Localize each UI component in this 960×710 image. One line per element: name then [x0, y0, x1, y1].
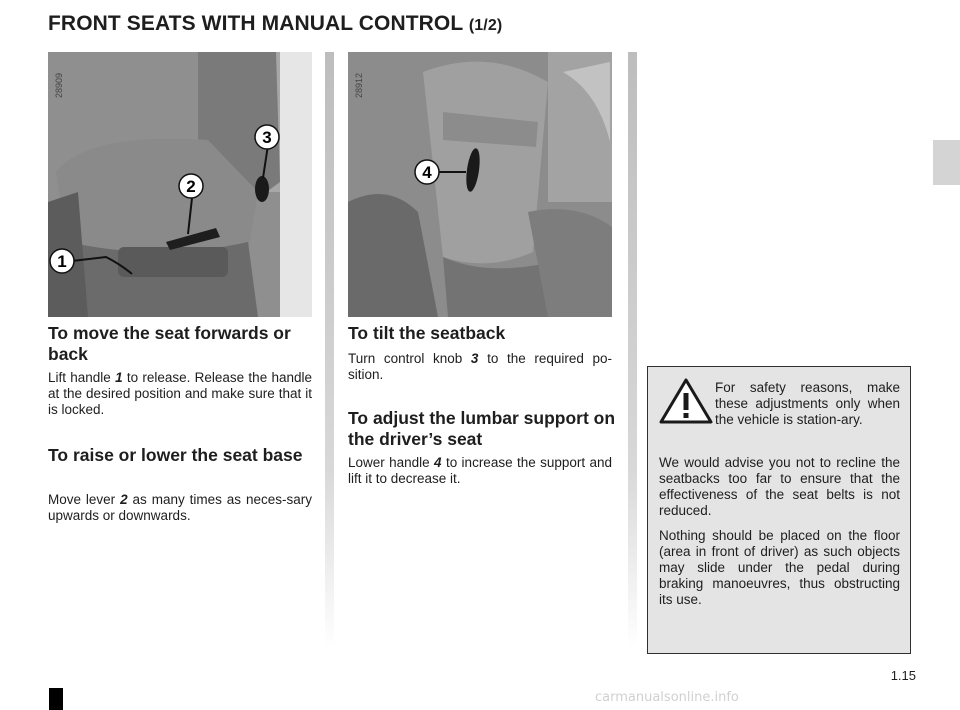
edge-mark	[49, 688, 63, 710]
callout-2: 2	[186, 177, 196, 196]
lumbar-text: Lower handle 4 to increase the support and lift it to decrease it.	[348, 455, 612, 486]
callout-1: 1	[57, 252, 67, 271]
page-title-text: FRONT SEATS WITH MANUAL CONTROL	[48, 12, 463, 35]
warning-text-3: Nothing should be placed on the floor (area in front of driver) as such objects may slide under the pedal during braking manoeuvres, thus obstructing its use.	[659, 528, 900, 607]
page-number: 1.15	[890, 668, 916, 683]
seat-controls-figure	[48, 52, 312, 317]
page-title	[48, 12, 502, 36]
column-divider-left	[325, 52, 334, 647]
move-seat-heading: To move the seat forwards or back	[48, 323, 291, 364]
seat-controls-illustration	[48, 52, 312, 317]
warning-triangle-icon	[658, 377, 714, 425]
raise-base-text: Move lever 2 as many times as neces-sary upwards or downwards.	[48, 492, 312, 523]
page-part-indicator: (1/2)	[468, 17, 503, 34]
warning-text-1: For safety reasons, make these adjustments only when the vehicle is station-ary.	[715, 380, 900, 427]
column-divider-right	[628, 52, 637, 647]
callout-4: 4	[422, 163, 432, 182]
lumbar-heading: To adjust the lumbar support on the driver’s seat	[348, 408, 616, 449]
warning-text-2: We would advise you not to recline the seatbacks too far to ensure that the effectiveness of the seat belts is not reduced.	[659, 455, 900, 518]
figure-ref-code: 28909	[54, 72, 64, 98]
safety-warning-box	[647, 366, 911, 654]
tilt-back-text: Turn control knob 3 to the required po-sition.	[348, 351, 612, 382]
lumbar-support-figure	[348, 52, 612, 317]
chapter-tab	[933, 140, 960, 185]
lumbar-support-illustration	[348, 52, 612, 317]
callout-3: 3	[262, 128, 272, 147]
figure-ref-code: 28912	[354, 72, 364, 98]
watermark: carmanualsonline.info	[595, 690, 739, 705]
tilt-back-heading: To tilt the seatback	[348, 323, 506, 343]
raise-base-heading: To raise or lower the seat base	[48, 445, 303, 465]
move-seat-text: Lift handle 1 to release. Release the handle at the desired position and make sure that it is locked.	[48, 370, 312, 417]
